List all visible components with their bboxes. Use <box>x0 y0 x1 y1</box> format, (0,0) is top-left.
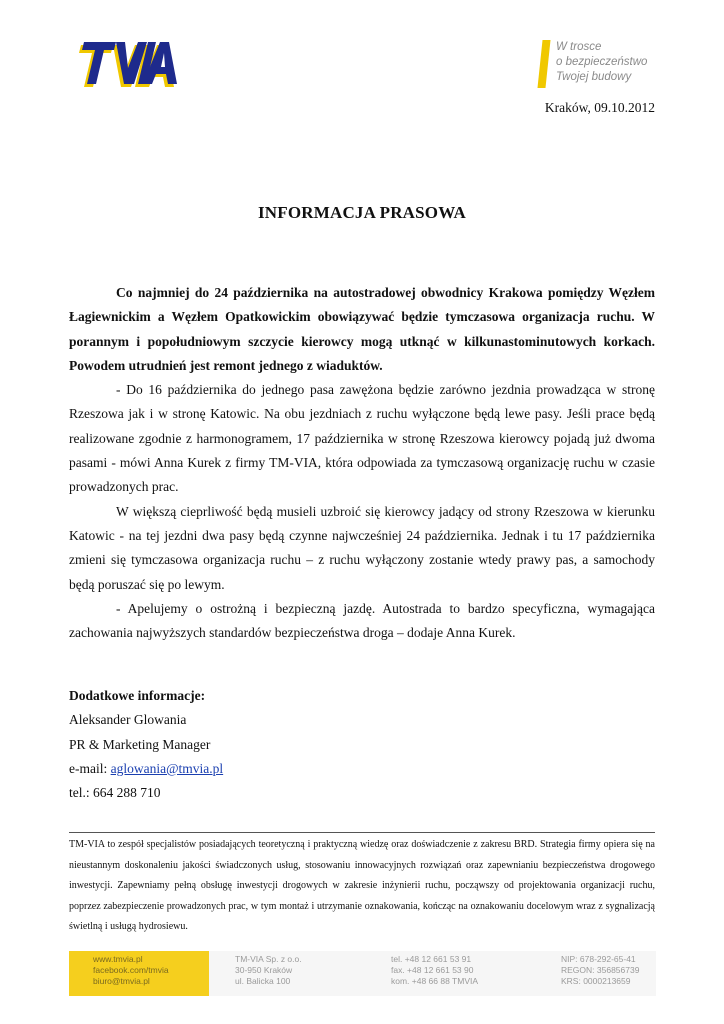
footer-bar <box>69 951 656 996</box>
footer-address-column <box>235 954 302 987</box>
tagline-accent-bar <box>537 40 550 88</box>
body-paragraph: W większą cieprliwość będą musieli uzbroić się kierowcy jadący od strony Rzeszowa w kierunku Katowic - na tej jezdni dwa pasy będą czynne najwcześniej 24 października. Jednak i tu 17 października zmieni się tymczasowa organizacja ruchu – z ruchu wyłączony zostanie wtedy prawy pas, a samochody będą poruszać się po lewym. <box>69 503 655 592</box>
email-prefix: e-mail: <box>69 760 111 776</box>
tagline-line: Twojej budowy <box>556 71 632 83</box>
footer-fax: fax. +48 12 661 53 90 <box>391 965 474 975</box>
footer-company-name: TM-VIA Sp. z o.o. <box>235 954 302 964</box>
tmvia-logo <box>76 38 180 88</box>
footer-tel: tel. +48 12 661 53 91 <box>391 954 472 964</box>
footer-regon: REGON: 356856739 <box>561 965 640 975</box>
footer-nip: NIP: 678-292-65-41 <box>561 954 636 964</box>
press-release-body <box>69 281 655 645</box>
body-paragraph: - Do 16 października do jednego pasa zawężona będzie zarówno jezdnia prowadząca w stronę Rzeszowa jak i w stronę Katowic. Na obu jezdniach z ruchu wyłączone będą lewe pasy. Jeśli prace będą realizowane zgodnie z harmonogramem, 17 października w stronę Rzeszowa kierowcy pojadą już dwoma pasami - mówi Anna Kurek z firmy TM-VIA, która odpowiada za tymczasową organizację ruchu w czasie prowadzonych prac. <box>69 382 655 495</box>
footer-mobile: kom. +48 66 88 TMVIA <box>391 976 479 986</box>
contact-label: Dodatkowe informacje: <box>69 688 206 703</box>
lead-paragraph: Co najmniej do 24 października na autostradowej obwodnicy Krakowa pomiędzy Węzłem Łagiewnickim a Węzłem Opatkowickim obowiązywać będzie tymczasowa organizacja ruchu. W porannym i popołudniowym szczycie kierowcy mogą utknąć w kilkunastominutowych korkach. Powodem utrudnień jest remont jednego z wiaduktów. <box>69 285 655 373</box>
contact-email-row <box>69 757 223 781</box>
footer-email[interactable]: biuro@tmvia.pl <box>93 976 150 986</box>
tagline-line: W trosce <box>556 41 602 53</box>
contact-role: PR & Marketing Manager <box>69 736 211 752</box>
email-link[interactable]: aglowania@tmvia.pl <box>110 760 224 776</box>
company-tagline <box>556 40 647 85</box>
divider <box>69 832 655 833</box>
footer-registry-column <box>561 954 639 987</box>
footer-web-column <box>93 954 169 987</box>
footer-phone-column <box>391 954 478 987</box>
footer-website[interactable]: www.tmvia.pl <box>93 954 143 964</box>
contact-name: Aleksander Glowania <box>69 712 187 728</box>
contact-block <box>69 684 223 805</box>
document-date: Kraków, 09.10.2012 <box>544 100 655 115</box>
footer-facebook[interactable]: facebook.com/tmvia <box>93 965 169 975</box>
footer-street: ul. Balicka 100 <box>235 976 291 986</box>
company-description: TM-VIA to zespół specjalistów posiadających teoretyczną i praktyczną wiedzę oraz doświadczenie z zakresu BRD. Strategia firmy opiera się na nieustannym doskonaleniu jakości świadczonych usług, stosowaniu innowacyjnych rozwiązań oraz zapewnianiu bezpieczeństwa drogowego inwestycji. Zapewniamy pełną obsługę inwestycji drogowych w zakresie inżynierii ruchu, począwszy od projektowania organizacji ruchu, poprzez zabezpieczenie prowadzonych prac, w tym montaż i utrzymanie oznakowania, kończąc na oznakowaniu docelowym wraz z sygnalizacją świetlną i usługą hydrosiewu. <box>69 839 655 932</box>
footer-city: 30-950 Kraków <box>235 965 293 975</box>
tagline-line: o bezpieczeństwo <box>556 56 648 68</box>
document-title: INFORMACJA PRASOWA <box>257 203 467 222</box>
body-paragraph: - Apelujemy o ostrożną i bezpieczną jazdę. Autostrada to bardzo specyficzna, wymagająca zachowania najwyższych standardów bezpieczeństwa droga – dodaje Anna Kurek. <box>69 600 655 641</box>
footer-krs: KRS: 0000213659 <box>561 976 631 986</box>
contact-phone: tel.: 664 288 710 <box>69 785 161 801</box>
